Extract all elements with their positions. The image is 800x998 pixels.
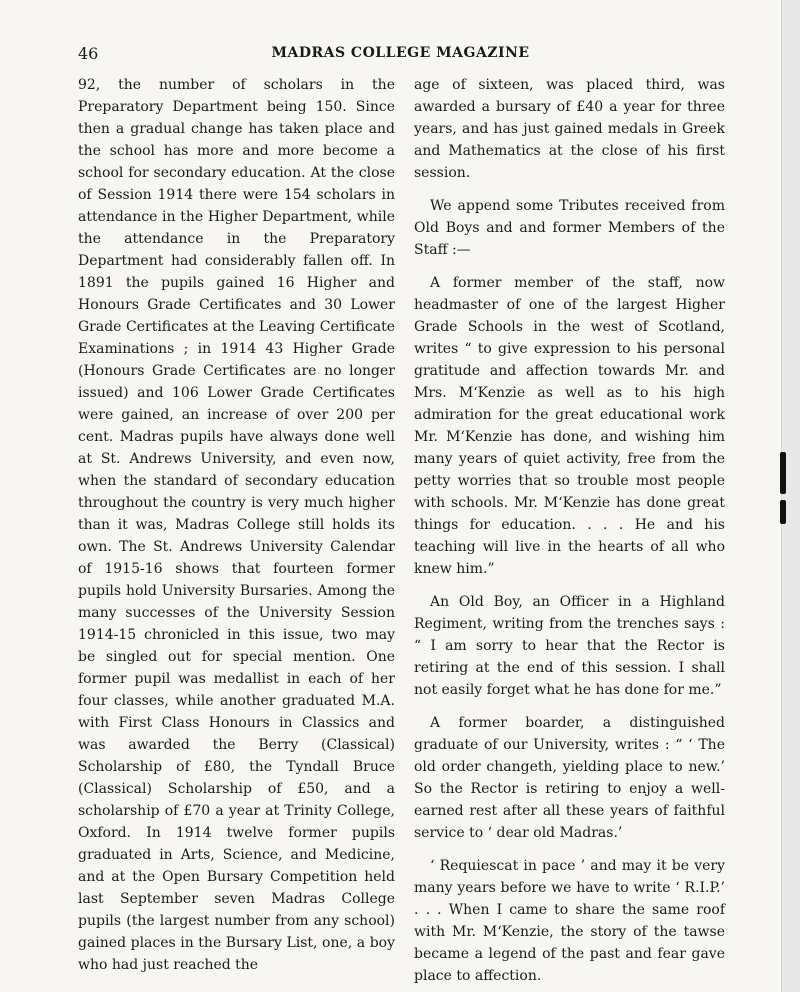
tributes-intro-paragraph: We append some Tributes received from Old Boys and and former Members of the Staff :— [414, 198, 725, 258]
page-number: 46 [78, 44, 99, 63]
scan-mark [780, 500, 786, 524]
tribute-boarder-paragraph: A former boarder, a distinguished graduate of our University, writes : “ ‘ The old order changeth, yielding place to new.’ So the Rector is retiring to enjoy a well-earned rest after all these years of faithful service to ‘ dear old Madras.’ [414, 715, 725, 841]
body-paragraph: 92, the number of scholars in the Preparatory Department being 150. Since then a gradual change has taken place and the school has more and more become a school for secondary education. At the close of Session 1914 there were 154 scholars in attendance in the Higher Department, while the attendance in the Preparatory Department had considerably fallen off. In 1891 the pupils gained 16 Higher and Honours Grade Certificates and 30 Lower Grade Certificates at the Leaving Certificate Examinations ; in 1914 43 Higher Grade (Honours Grade Certificates are no longer issued) and 106 Lower Grade Certificates were gained, an increase of over 200 per cent. Madras pupils have always done well at St. Andrews University, and even now, when the standard of secondary education throughout the country is very much higher than it was, Madras College still holds its own. The St. Andrews University Calendar of 1915-16 shows that fourteen former pupils hold University Bursaries. Among the many successes of the University Session 1914-15 chronicled in this issue, two may be singled out for special mention. One former pupil was medallist in each of her four classes, while another graduated M.A. with First Class Honours in Classics and was awarded the Berry (Classical) Scholarship of £80, the Tyndall Bruce (Classical) Scholarship of £50, and a scholarship of £70 a year at Trinity College, Oxford. In 1914 twelve former pupils graduated in Arts, Science, and Medicine, and at the Open Bursary Competition held last September seven Madras College pupils (the largest number from any school) gained places in the Bursary List, one, a boy who had just reached the [78, 77, 395, 973]
body-paragraph-continued: age of sixteen, was placed third, was awarded a bursary of £40 a year for three years, and has just gained medals in Greek and Mathematics at the close of his first session. [414, 77, 725, 181]
left-column [78, 74, 395, 976]
page-header [78, 44, 723, 68]
scanner-edge-strip [781, 0, 800, 992]
tribute-officer-paragraph: An Old Boy, an Officer in a Highland Regiment, writing from the trenches says : “ I am sorry to hear that the Rector is retiring at the end of this session. I shall not easily forget what he has done for me.” [414, 594, 725, 698]
running-head: MADRAS COLLEGE MAGAZINE [271, 45, 530, 61]
right-column [414, 74, 725, 998]
scan-mark [780, 452, 786, 494]
tribute-staff-member-paragraph: A former member of the staff, now headmaster of one of the largest Higher Grade Schools in the west of Scotland, writes “ to give expression to his personal gratitude and affection towards Mr. and Mrs. M‘Kenzie as well as to his high admiration for the great educational work Mr. M‘Kenzie has done, and wishing him many years of quiet activity, free from the petty worries that so trouble most people with schools. Mr. M‘Kenzie has done great things for education. . . . He and his teaching will live in the hearts of all who knew him.” [414, 275, 725, 577]
requiescat-paragraph: ‘ Requiescat in pace ’ and may it be very many years before we have to write ‘ R.I.P.’ . . . When I came to share the same roof with Mr. M‘Kenzie, the story of the tawse became a legend of the past and fear gave place to affection. [414, 858, 725, 984]
